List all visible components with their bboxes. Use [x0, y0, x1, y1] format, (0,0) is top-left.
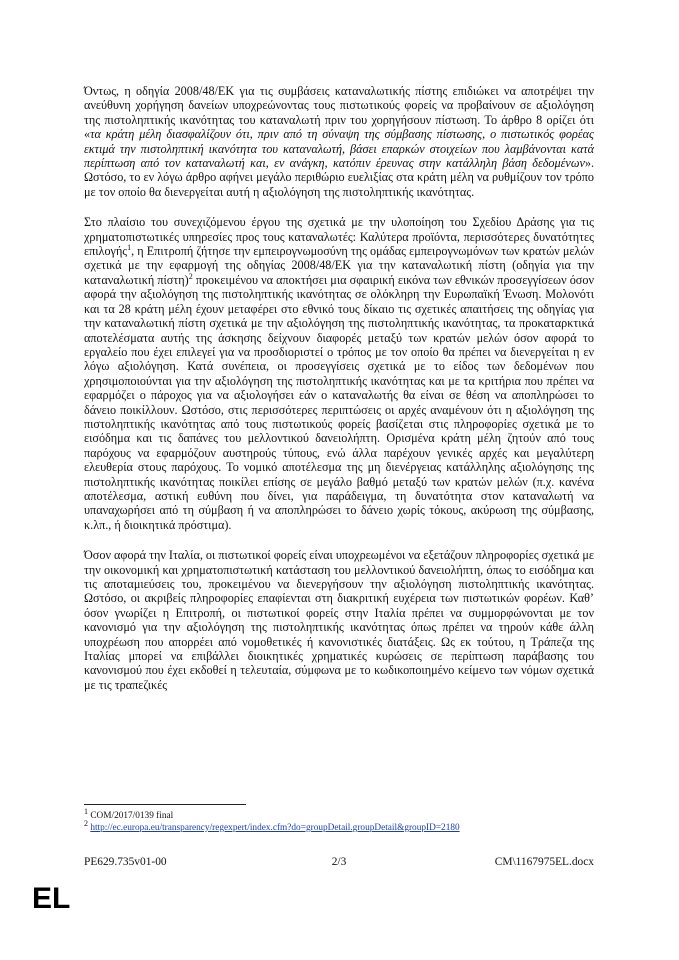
paragraph-2: [84, 215, 594, 532]
footnotes: [84, 806, 594, 834]
footnote-separator: [84, 804, 246, 805]
footnote-1-number: 1: [84, 806, 88, 816]
page-footer: [84, 854, 594, 870]
paragraph-3: Όσον αφορά την Ιταλία, οι πιστωτικοί φορείς είναι υποχρεωμένοι να εξετάζουν πληροφορίες σχετικά με την οικονομική και χρηματοπιστωτική κατάσταση του μελλοντικού δανειολήπτη, όπως το εισόδημα και τις αποταμιεύσεις του, προκειμένου να διενεργήσουν την αξιολόγηση πιστοληπτικής ικανότητας. Ωστόσο, οι ακριβείς πληροφορίες επαφίενται στη διακριτική ευχέρεια των πιστωτικών φορέων. Καθ’ όσον γνωρίζει η Επιτροπή, οι πιστωτικοί φορείς στην Ιταλία πρέπει να συμμορφώνονται με τον κανονισμό για την αξιολόγηση της πιστοληπτικής ικανότητας όπως πρέπει να τηρούν κάθε άλλη υποχρέωση που απορρέει από νομοθετικές ή κανονιστικές διατάξεις. Ως εκ τούτου, η Τράπεζα της Ιταλίας μπορεί να επιβάλλει διοικητικές χρηματικές κυρώσεις σε περίπτωση παράβασης του κανονισμού που έχει εκδοθεί η τελευταία, σύμφωνα με το κωδικοποιημένο κείμενο των νόμων σχετικά με τις τραπεζικές: [84, 548, 594, 692]
footnote-2-number: 2: [84, 818, 88, 828]
paragraph-1-text-b: ». Ωστόσο, το εν λόγω άρθρο αφήνει μεγάλο περιθώριο ευελιξίας στα κράτη μέλη να ρυθμίζουν τον τρόπο με τον οποίο θα διενεργείται αυτή η αξιολόγηση της πιστοληπτικής ικανότητας.: [84, 156, 594, 199]
footnote-ref-2[interactable]: 2: [188, 271, 193, 281]
article-8-quote: τα κράτη μέλη διασφαλίζουν ότι, πριν από τη σύναψη της σύμβασης πίστωσης, ο πιστωτικός φορέας εκτιμά την πιστοληπτική ικανότητα του καταναλωτή, βάσει επαρκών στοιχείων που λαμβάνονται κατά περίπτωση από τον καταναλωτή και, εν ανάγκη, κατόπιν έρευνας στην κατάλληλη βάση δεδομένων: [84, 127, 594, 171]
language-tag: EL: [32, 882, 71, 915]
footer-page-number: 2/3: [331, 856, 347, 868]
footnote-2-link[interactable]: http://ec.europa.eu/transparency/regexpert/index.cfm?do=groupDetail.groupDetail&groupID=2180: [90, 823, 460, 833]
footer-file-ref: CM\1167975EL.docx: [494, 856, 594, 868]
footnote-1-text: COM/2017/0139 final: [88, 811, 174, 821]
paragraph-2-text-a: Στο πλαίσιο του συνεχιζόμενου έργου της σχετικά με την υλοποίηση του Σχεδίου Δράσης για τις χρηματοπιστωτικές υπηρεσίες προς τους καταναλωτές: Καλύτερα προϊόντα, περισσότερες δυνατότητες επιλογής: [84, 215, 594, 259]
paragraph-1: [84, 84, 594, 199]
document-body: [84, 84, 594, 708]
paragraph-2-text-c: προκειμένου να αποκτήσει μια σφαιρική εικόνα των εθνικών προσεγγίσεων όσον αφορά την αξιολόγηση της πιστοληπτικής ικανότητας σε ολόκληρη την Ευρωπαϊκή Ένωση. Μολονότι και τα 28 κράτη μέλη έχουν μεταφέρει στο εθνικό τους δίκαιο τις σχετικές απαιτήσεις της οδηγίας για την καταναλωτική πίστη σχετικά με την αξιολόγηση της πιστοληπτικής ικανότητας, τα προκαταρκτικά αποτελέσματα αυτής της άσκησης δείχνουν διαφορές μεταξύ των κρατών μελών όσον αφορά το εργαλείο που έχει επιλεγεί για να προσδιοριστεί ο τρόπος με τον οποίο θα πρέπει να διενεργείται η εν λόγω αξιολόγηση. Κατά συνέπεια, οι προσεγγίσεις σχετικά με το είδος των δεδομένων που χρησιμοποιούνται για την αξιολόγηση της πιστοληπτικής ικανότητας και με τα κριτήρια που πρέπει να εφαρμόζει ο πάροχος για να αξιολογήσει εάν ο καταναλωτής θα είναι σε θέση να αποπληρώσει το δάνειο ποικίλλουν. Ωστόσο, στις περισσότερες περιπτώσεις οι αρχές αναμένουν ότι η αξιολόγηση της πιστοληπτικής ικανότητας από τους πιστωτικούς φορείς βασίζεται στις πληροφορίες σχετικά με το εισόδημα και τις δαπάνες του μελλοντικού δανειολήπτη. Ορισμένα κράτη μέλη ζητούν από τους παρόχους να εφαρμόζουν αυστηρούς τύπους, ενώ άλλα παρέχουν γενικές αρχές και μεγαλύτερη ελευθερία στους παρόχους. Το νομικό αποτέλεσμα της μη διενέργειας κατάλληλης αξιολόγησης της πιστοληπτικής ικανότητας ποικίλει επίσης σε μεγάλο βαθμό μεταξύ των κρατών μελών (π.χ. κανένα αποτέλεσμα, αστική ευθύνη που δίνει, για παράδειγμα, τη δυνατότητα στον καταναλωτή να υπαναχωρήσει από τη σύμβαση ή να αποπληρώσει το δάνειο χωρίς τόκους, ακύρωση της σύμβασης, κ.λπ., ή διοικητικά πρόστιμα).: [84, 272, 594, 532]
paragraph-2-text-b: , η Επιτροπή ζήτησε την εμπειρογνωμοσύνη της ομάδας εμπειρογνωμόνων των κρατών μελών σχετικά με την εφαρμογή της οδηγίας 2008/48/ΕΚ για την καταναλωτική πίστη (οδηγία για την καταναλωτική πίστη): [84, 244, 594, 287]
footnote-2: [84, 818, 594, 834]
paragraph-1-text-a: Όντως, η οδηγία 2008/48/ΕΚ για τις συμβάσεις καταναλωτικής πίστης επιδιώκει να αποτρέψει την ανεύθυνη χορήγηση δανείων υποχρεώνοντας τους πιστωτικούς φορείς να προβαίνουν σε αξιολόγηση της πιστοληπτικής ικανότητας του καταναλωτή πριν του χορηγήσουν πίστωση. Το άρθρο 8 ορίζει ότι «: [84, 84, 594, 142]
footer-doc-ref: PE629.735v01-00: [84, 856, 167, 868]
footnote-1: [84, 806, 594, 822]
footnote-ref-1[interactable]: 1: [127, 243, 132, 252]
